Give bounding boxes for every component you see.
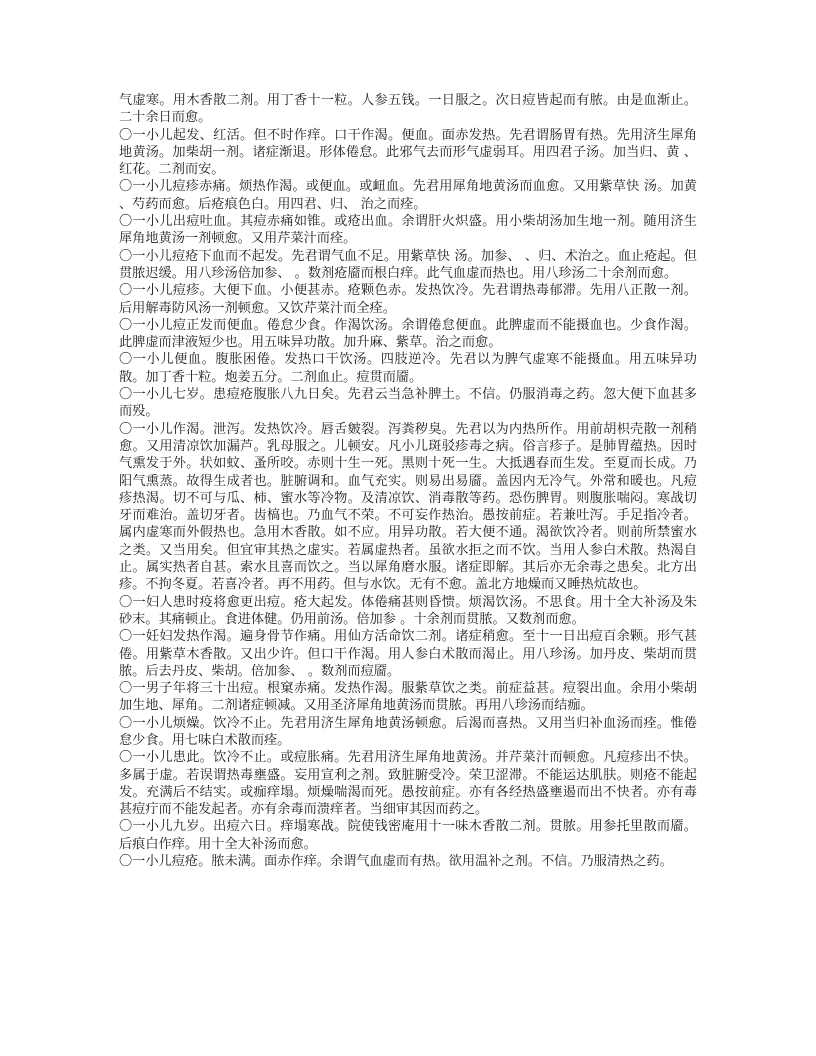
- paragraph-9: 〇一小儿七岁。患痘疮腹胀八九日矣。先君云当急补脾土。不信。仍服消毒之药。忽大便下血甚多而殁。: [119, 387, 697, 420]
- paragraph-12: 〇一妊妇发热作渴。遍身骨节作痛。用仙方活命饮二剂。诸症稍愈。至十一日出痘百余颗。形气甚倦。用紫草木香散。又出少许。但口干作渴。用人参白术散而渴止。用八珍汤。加丹皮、柴胡而贯脓。后去丹皮、柴胡。倍加参、 。数剂而痘靥。: [119, 629, 697, 679]
- paragraph-7: 〇一小儿痘正发而便血。倦怠少食。作渴饮汤。余谓倦怠便血。此脾虚而不能摄血也。少食作渴。此脾虚而津液短少也。用五味异功散。加升麻、紫草。治之而愈。: [119, 317, 697, 351]
- paragraph-6: 〇一小儿痘疹。大便下血。小便甚赤。疮颗色赤。发热饮冷。先君谓热毒郁滞。先用八正散一剂。后用解毒防风汤一剂顿愈。又饮芹菜汁而全痊。: [119, 283, 697, 316]
- paragraph-4: 〇一小儿出痘吐血。其痘赤痛如锥。或疮出血。余谓肝火炽盛。用小柴胡汤加生地一剂。随用济生犀角地黄汤一剂顿愈。又用芹菜汁而痊。: [119, 214, 697, 247]
- paragraph-8: 〇一小儿便血。腹胀困倦。发热口干饮汤。四肢逆冷。先君以为脾气虚寒不能摄血。用五味异功散。加丁香十粒。炮姜五分。二剂血止。痘贯而靥。: [119, 352, 697, 385]
- paragraph-1: 气虚寒。用木香散二剂。用丁香十一粒。人参五钱。一日服之。次日痘皆起而有脓。由是血渐止。二十余日而愈。: [119, 93, 697, 126]
- paragraph-17: 〇一小儿痘疮。脓未满。面赤作痒。余谓气血虚而有热。欲用温补之剂。不信。乃服清热之药。: [119, 854, 673, 870]
- document-page: [119, 92, 697, 870]
- paragraph-3: 〇一小儿痘疹赤痛。烦热作渴。或便血。或衄血。先君用犀角地黄汤而血愈。又用紫草快 汤。加黄 、芍药而愈。后疮痕色白。用四君、归、 治之而痊。: [119, 179, 697, 212]
- paragraph-14: 〇一小儿烦燥。饮冷不止。先君用济生犀角地黄汤顿愈。后渴而喜热。又用当归补血汤而痊。惟倦怠少食。用七味白术散而痊。: [119, 715, 697, 748]
- paragraph-15: 〇一小儿患此。饮冷不止。或痘胀痛。先君用济生犀角地黄汤。并芹菜汁而顿愈。凡痘疹出不快。多属于虚。若误谓热毒壅盛。妄用宣利之剂。致脏腑受冷。荣卫涩滞。不能运达肌肤。则疮不能起发。充满后不结实。或痂痒塌。烦燥喘渴而死。愚按前症。亦有各经热盛壅遏而出不快者。亦有毒甚痘疔而不能发起者。亦有余毒而溃痒者。当细审其因而药之。: [119, 750, 697, 818]
- paragraph-10: 〇一小儿作渴。泄泻。发热饮冷。唇舌皴裂。泻粪秽臭。先君以为内热所作。用前胡枳壳散一剂稍愈。又用清凉饮加漏芦。乳母服之。儿顿安。凡小儿斑驳疹毒之病。俗言疹子。是肺胃蕴热。因时气熏发于外。状如蚊、蚤所咬。赤则十生一死。黑则十死一生。大抵遇春而生发。至夏而长成。乃阳气熏蒸。故得生成者也。脏腑调和。血气充实。则易出易靥。盖因内无冷气。外常和暖也。凡痘疹热渴。切不可与瓜、柿、蜜水等冷物。及清凉饮、消毒散等药。恐伤脾胃。则腹胀喘闷。寒战切牙而难治。盖切牙者。齿槁也。乃血气不荣。不可妄作热治。愚按前症。若兼吐泻。手足指冷者。属内虚寒而外假热也。急用木香散。如不应。用异功散。若大便不通。渴欲饮冷者。则前所禁蜜水之类。又当用矣。但宜审其热之虚实。若属虚热者。虽欲水拒之而不饮。当用人参白术散。热渴自止。属实热者自甚。索水且喜而饮之。当以犀角磨水服。诸症即解。其后亦无余毒之患矣。北方出疹。不拘冬夏。若喜冷者。再不用药。但与水饮。无有不愈。盖北方地燥而又睡热炕故也。: [119, 421, 697, 593]
- paragraph-2: 〇一小儿起发、红活。但不时作痒。口干作渴。便血。面赤发热。先君谓肠胃有热。先用济生犀角地黄汤。加柴胡一剂。诸症渐退。形体倦怠。此邪气去而形气虚弱耳。用四君子汤。加当归、黄 、红花。二剂而安。: [119, 127, 697, 178]
- paragraph-16: 〇一小儿九岁。出痘六日。痒塌寒战。院使钱密庵用十一味木香散二剂。贯脓。用参托里散而靥。后痕白作痒。用十全大补汤而愈。: [119, 819, 697, 852]
- paragraph-11: 〇一妇人患时疫将愈更出痘。疮大起发。体倦痛甚则昏愦。烦渴饮汤。不思食。用十全大补汤及朱砂末。其痛顿止。食进体健。仍用前汤。倍加参 。十余剂而贯脓。又数剂而愈。: [119, 594, 697, 627]
- paragraph-5: 〇一小儿痘疮下血而不起发。先君谓气血不足。用紫草快 汤。加参、 、归、术治之。血止疮起。但贯脓迟缓。用八珍汤倍加参、 。数剂疮靥而根白痒。此气血虚而热也。用八珍汤二十余剂而愈。: [119, 248, 697, 281]
- paragraph-13: 〇一男子年将三十出痘。根窠赤痛。发热作渴。服紫草饮之类。前症益甚。痘裂出血。余用小柴胡加生地、犀角。二剂诸症顿减。又用圣济犀角地黄汤而贯脓。再用八珍汤而结痂。: [119, 681, 697, 714]
